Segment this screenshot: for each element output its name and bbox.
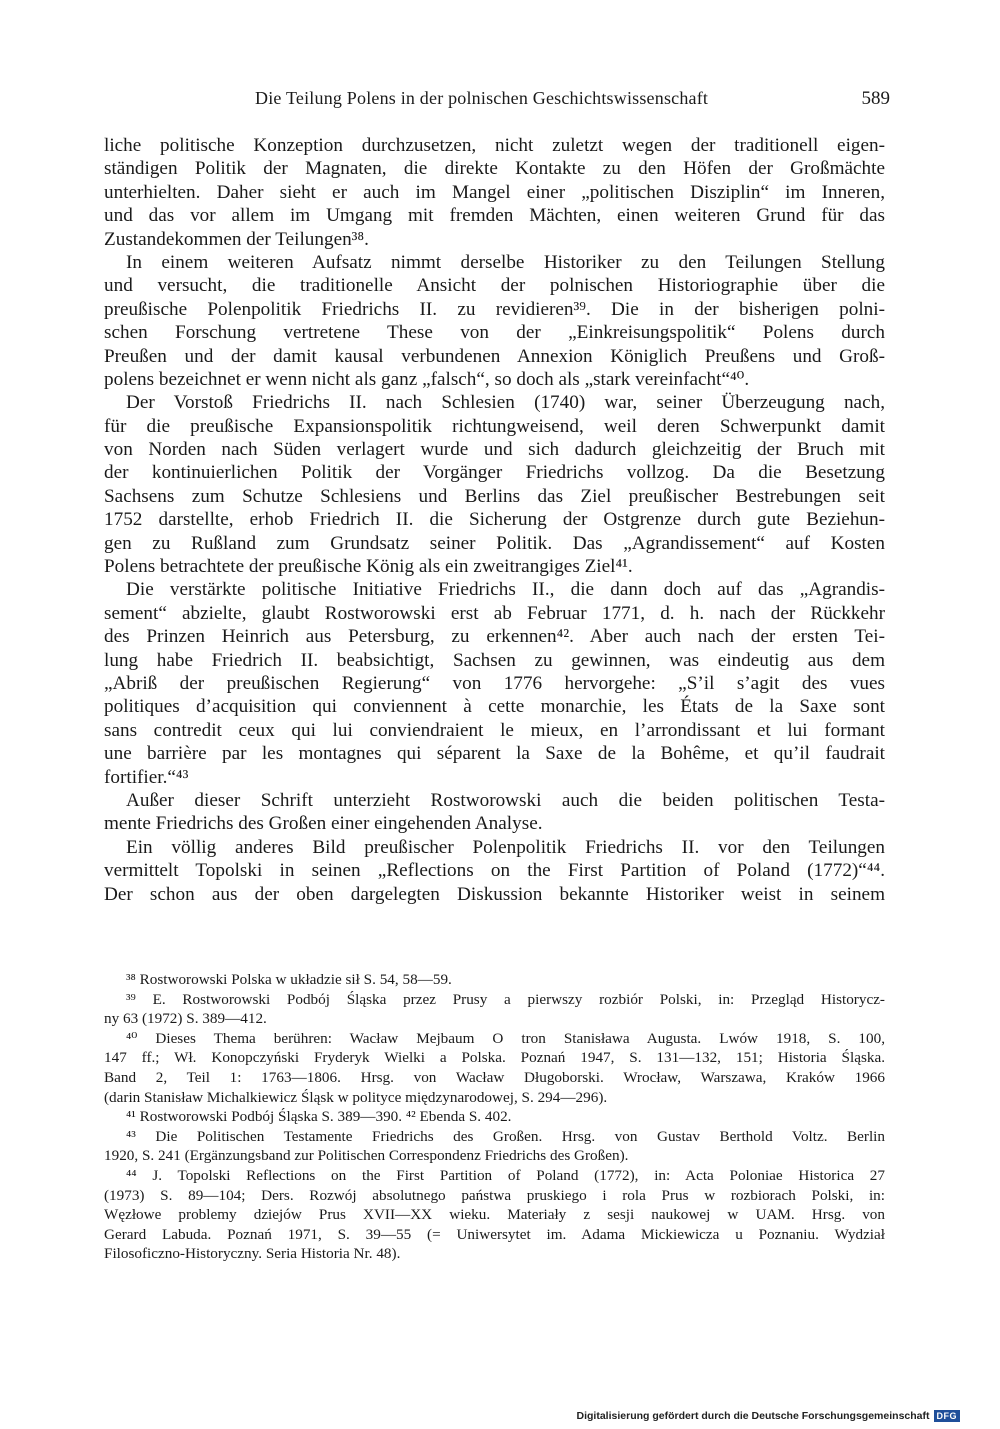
text-line: 1752 darstellte, erhob Friedrich II. die Sicherung der Ostgrenze durch gute Beziehun- [104, 509, 885, 531]
text-line: ständigen Politik der Magnaten, die direkte Kontakte zu den Höfen der Großmächte [104, 158, 885, 180]
text-line: politiques d’acquisition qui conviennent à cette monarchie, les États de la Saxe sont [104, 696, 885, 718]
footnote-line: ⁴³ Die Politischen Testamente Friedrichs des Großen. Hrsg. von Gustav Berthold Voltz. Berlin [126, 1127, 885, 1145]
footnote-line: Węzłowe problemy dziejów Prus XVII—XX wieku. Materiały z sesji naukowej w UAM. Hrsg. von [104, 1206, 885, 1224]
footnote-line: ⁴⁰ Dieses Thema berühren: Wacław Mejbaum O tron Stanisława Augusta. Lwów 1918, S. 100, [126, 1029, 885, 1047]
text-line: Der schon aus der oben dargelegten Diskussion bekannte Historiker weist in seinem [104, 883, 885, 905]
footnote-line: ⁴¹ Rostworowski Podbój Śląska S. 389—390. ⁴² Ebenda S. 402. [126, 1108, 512, 1126]
footnote-line: ³⁹ E. Rostworowski Podbój Śląska przez Prusy a pierwszy rozbiór Polski, in: Przegląd Historycz- [126, 990, 885, 1008]
text-line: Sachsens zum Schutze Schlesiens und Berlins das Ziel preußischer Bestrebungen seit [104, 485, 885, 507]
text-line: polens bezeichnet er wenn nicht als ganz „falsch“, so doch als „stark vereinfacht“⁴⁰. [104, 368, 750, 390]
text-line: mente Friedrichs des Großen einer eingehenden Analyse. [104, 813, 543, 835]
text-line: Außer dieser Schrift unterzieht Rostworowski auch die beiden politischen Testa- [126, 789, 885, 811]
text-line: sement“ abzielte, glaubt Rostworowski erst ab Februar 1771, d. h. nach der Rückkehr [104, 602, 885, 624]
footnote-line: 147 ff.; Wł. Konopczyński Fryderyk Wielki a Polska. Poznań 1947, S. 131—132, 151; Historia Śląska. [104, 1049, 885, 1067]
text-line: „Abriß der preußischen Regierung“ von 1776 hervorgehe: „S’il s’agit des vues [104, 672, 885, 694]
footnotes-block [104, 970, 885, 1264]
main-text-block [104, 134, 885, 906]
dfg-logo: DFG [934, 1410, 961, 1422]
digitization-credit-text: Digitalisierung gefördert durch die Deutsche Forschungsgemeinschaft [576, 1410, 930, 1422]
text-line: preußische Polenpolitik Friedrichs II. zu revidieren³⁹. Die in der bisherigen polni- [104, 298, 885, 320]
footnote-line: (darin Stanisław Michalkiewicz Śląsk w polityce międzynarodowej, S. 294—296). [104, 1088, 608, 1106]
text-line: In einem weiteren Aufsatz nimmt derselbe Historiker zu den Teilungen Stellung [126, 251, 885, 273]
text-line: und versucht, die traditionelle Ansicht der polnischen Historiographie über die [104, 275, 885, 297]
text-line: Ein völlig anderes Bild preußischer Polenpolitik Friedrichs II. vor den Teilungen [126, 836, 885, 858]
footnote-line: ³⁸ Rostworowski Polska w układzie sił S. 54, 58—59. [126, 971, 452, 988]
text-line: gen zu Rußland zum Grundsatz seiner Politik. Das „Agrandissement“ auf Kosten [104, 532, 885, 554]
footnote-line: ⁴⁴ J. Topolski Reflections on the First Partition of Poland (1772), in: Acta Poloniae Historica 27 [126, 1166, 885, 1184]
text-line: der kontinuierlichen Politik der Vorgänger Friedrichs vollzog. Da die Besetzung [104, 462, 885, 484]
digitization-credit [577, 1410, 960, 1422]
text-line: unterhielten. Daher sieht er auch im Mangel einer „politischen Disziplin“ im Inneren, [104, 181, 885, 203]
text-line: Der Vorstoß Friedrichs II. nach Schlesien (1740) war, seiner Überzeugung nach, [126, 392, 885, 414]
text-line: Die verstärkte politische Initiative Friedrichs II., die dann doch auf das „Agrandis- [126, 579, 885, 601]
text-line: Zustandekommen der Teilungen³⁸. [104, 228, 369, 250]
footnote-line: (1973) S. 89—104; Ders. Rozwój absolutnego państwa pruskiego i rola Prus w rozbiorach Polski, in: [104, 1186, 885, 1204]
footnote-line: Filosoficzno-Historyczny. Seria Historia Nr. 48). [104, 1245, 401, 1263]
page-number: 589 [861, 88, 890, 109]
footnote-line: ny 63 (1972) S. 389—412. [104, 1010, 267, 1028]
text-line: lung habe Friedrich II. beabsichtigt, Sachsen zu gewinnen, was eindeutig aus dem [104, 649, 885, 671]
text-line: sans contredit ceux qui lui conviendraient le mieux, en l’arrondissant et lui formant [104, 719, 885, 741]
text-line: für die preußische Expansionspolitik richtungweisend, weil deren Schwerpunkt damit [104, 415, 885, 437]
text-line: Preußen und der damit kausal verbundenen Annexion Königlich Preußens und Groß- [104, 345, 885, 367]
footnote-line: Gerard Labuda. Poznań 1971, S. 39—55 (= Uniwersytet im. Adama Mickiewicza u Poznaniu. Wydział [104, 1225, 885, 1243]
text-line: Polens betrachtete der preußische König als ein zweitrangiges Ziel⁴¹. [104, 556, 633, 578]
running-header-title: Die Teilung Polens in der polnischen Geschichtswissenschaft [255, 88, 709, 108]
text-line: vermittelt Topolski in seinen „Reflections on the First Partition of Poland (1772)“⁴⁴. [104, 860, 885, 882]
text-line: schen Forschung vertretene These von der „Einkreisungspolitik“ Polens durch [104, 322, 885, 344]
text-line: und das vor allem im Umgang mit fremden Mächten, einen weiteren Grund für das [104, 205, 885, 227]
text-line: une barrière par les montagnes qui séparent la Saxe de la Bohême, et qu’il faudrait [104, 743, 885, 765]
text-line: fortifier.“⁴³ [104, 766, 189, 788]
text-line: des Prinzen Heinrich aus Petersburg, zu erkennen⁴². Aber auch nach der ersten Tei- [104, 626, 885, 648]
text-line: von Norden nach Süden verlagert wurde und sich dadurch gleichzeitig der Bruch mit [104, 439, 885, 461]
text-line: liche politische Konzeption durchzusetzen, nicht zuletzt wegen der traditionell eigen- [104, 135, 885, 156]
footnote-line: Band 2, Teil 1: 1763—1806. Hrsg. von Wacław Długoborski. Wrocław, Warszawa, Kraków 1966 [104, 1068, 885, 1086]
footnote-line: 1920, S. 241 (Ergänzungsband zur Politischen Correspondenz Friedrichs des Großen). [104, 1147, 629, 1165]
